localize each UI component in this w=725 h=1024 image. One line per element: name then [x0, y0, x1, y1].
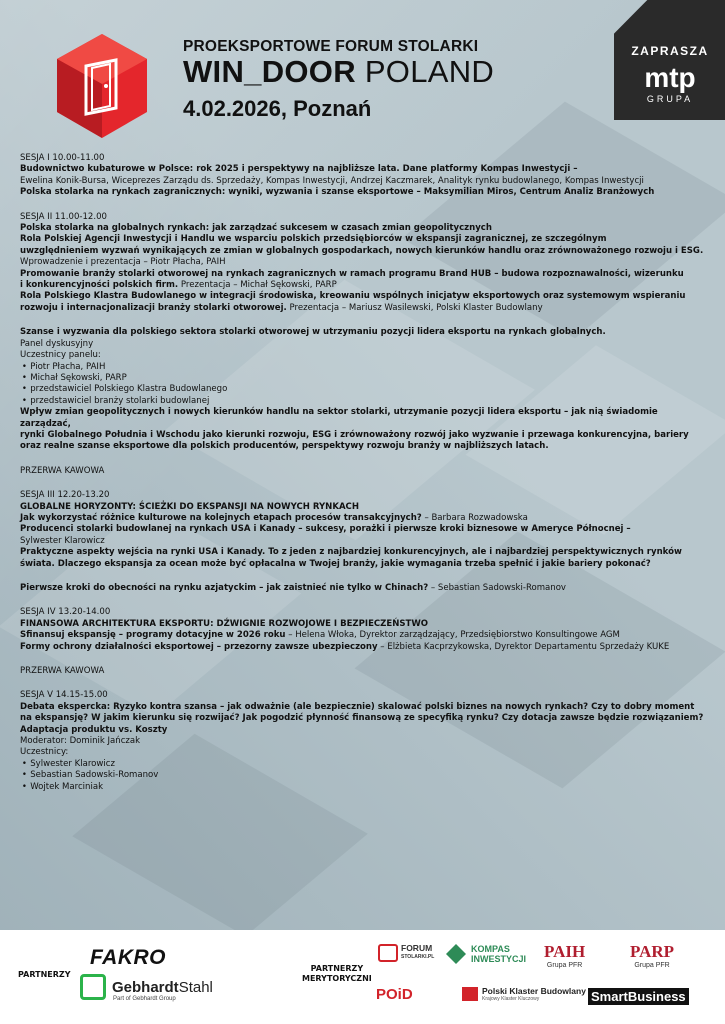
session-2-topic-3a: Promowanie branży stolarki otworowej na rynkach zagranicznych w ramach programu Brand HUB – budowa rozpoznawalności, wizerunku — [20, 267, 684, 279]
session-4-topic-1: Sfinansuj ekspansję – programy dotacyjne w 2026 roku – Helena Włoka, Dyrektor zarządzający, Przedsiębiorstwo Konsultingowe AGM — [20, 629, 620, 641]
list-item: • Sylwester Klarowicz — [22, 758, 710, 769]
session-2-label: SESJA II 11.00-12.00 — [20, 210, 107, 222]
session-2-topic-4b: rozwoju i internacjonalizacji branży stolarki otworowej. Prezentacja – Mariusz Wasilewski, Polski Klaster Budowlany — [20, 301, 543, 313]
session-5-label: SESJA V 14.15-15.00 — [20, 689, 108, 701]
session-2-topic-4a: Rola Polskiego Klastra Budowlanego w integracji środowiska, kreowaniu wspólnych inicjatyw eksportowych oraz systemowym wspieraniu — [20, 290, 686, 302]
session-3-speaker-2: Sylwester Klarowicz — [20, 534, 105, 546]
kompas-inwestycji-logo: KOMPAS INWESTYCJI — [446, 944, 526, 964]
session-5-topic-1c: Adaptacja produktu vs. Koszty — [20, 723, 168, 735]
session-3-topic-4: Pierwsze kroki do obecności na rynku azjatyckim – jak zaistnieć nie tylko w Chinach? – Sebastian Sadowski-Romanov — [20, 582, 566, 593]
session-4-heading: FINANSOWA ARCHITEKTURA EKSPORTU: DŹWIGNIE ROZWOJOWE I BEZPIECZEŃSTWO — [20, 617, 429, 629]
paih-logo: PAIH Grupa PFR — [544, 942, 586, 969]
building-icon — [462, 987, 478, 1001]
list-item: • Michał Sękowski, PARP — [22, 372, 710, 383]
event-header — [183, 38, 494, 122]
poid-logo: POiD — [376, 986, 413, 1003]
session-1-topic-2: Polska stolarka na rynkach zagranicznych: wyniki, wyzwania i szanse eksportowe – Maksymilian Miros, Centrum Analiz Branżowych — [20, 186, 655, 198]
speech-bubble-icon — [378, 944, 398, 962]
mtp-name: mtp — [644, 62, 696, 93]
coffee-break-2: PRZERWA KAWOWA — [20, 665, 105, 677]
event-title: WIN_DOOR POLAND — [183, 54, 495, 89]
panel-title: Szanse i wyzwania dla polskiego sektora stolarki otworowej w utrzymaniu pozycji lidera eksportu na rynkach globalnych. — [20, 326, 606, 338]
list-item: • Piotr Płacha, PAIH — [22, 361, 710, 372]
mtp-grupa: GRUPA — [646, 94, 694, 104]
session-2-topic-2a: Rola Polskiej Agencji Inwestycji i Handlu we wsparciu polskich przedsiębiorców w ekspansji zagranicznej, ze szczególnym — [20, 233, 607, 245]
smart-business-logo: SmartBusiness — [588, 988, 689, 1005]
session-5-topic-1b: na ekspansję? W jakim kierunku się rozwijać? Jak pogodzić płynność finansową ze specyfiką rynku? Czy dotacja zawsze będzie rozwiązaniem? — [20, 712, 704, 724]
program — [20, 152, 710, 792]
session-4-label: SESJA IV 13.20-14.00 — [20, 606, 111, 618]
session-2-topic-3b: i konkurencyjności polskich firm. Prezentacja – Michał Sękowski, PARP — [20, 279, 337, 291]
session-2-topic-1: Polska stolarka na globalnych rynkach: jak zarządzać sukcesem w czasach zmian geopolitycznych — [20, 222, 492, 234]
panel-description-b: rynki Globalnego Południa i Wschodu jako kierunki rozwoju, ESG i zrównoważony rozwój jako wyzwanie i przewaga konkurencyjna, bariery — [20, 428, 689, 440]
panel-participants — [22, 361, 710, 407]
event-date: 4.02.2026, Poznań — [183, 96, 372, 121]
session-1-topic-1: Budownictwo kubaturowe w Polsce: rok 2025 i perspektywy na najbliższe lata. Dane platformy Kompas Inwestycji – — [20, 163, 578, 175]
session-3-heading: GLOBALNE HORYZONTY: ŚCIEŻKI DO EKSPANSJI NA NOWYCH RYNKACH — [20, 500, 359, 512]
session-1-speakers-1: Ewelina Konik-Bursa, Wiceprezes Zarządu ds. Sprzedaży, Kompas Inwestycji, Andrzej Kaczmarek, Analityk rynku budowlanego, Kompas Inwestycji — [20, 174, 644, 186]
session-3-topic-1: Jak wykorzystać różnice kulturowe na kolejnych etapach procesów transakcyjnych? – Barbara Rozwadowska — [20, 511, 528, 523]
gebhardt-icon — [80, 974, 106, 1000]
coffee-break-1: PRZERWA KAWOWA — [20, 464, 105, 476]
partners-footer — [0, 930, 725, 1024]
partners-label: PARTNERZY — [18, 970, 71, 979]
list-item: • przedstawiciel Polskiego Klastra Budowlanego — [22, 383, 710, 394]
panel-type: Panel dyskusyjny — [20, 337, 94, 349]
session-5-topic-1a: Debata ekspercka: Ryzyko kontra szansa – jak odważnie (ale bezpiecznie) skalować polski biznes na nowych rynkach? Czy to dobry moment — [20, 700, 695, 712]
session-3-topic-3a: Praktyczne aspekty wejścia na rynki USA i Kanady. To z jeden z najbardziej konkurencyjnych, ale i najbardziej perspektywicznych rynków — [20, 546, 682, 558]
fakro-logo: FAKRO — [90, 946, 166, 969]
session-1-label: SESJA I 10.00-11.00 — [20, 152, 105, 163]
session-5-moderator: Moderator: Dominik Jańczak — [20, 735, 141, 747]
panel-description-a: Wpływ zmian geopolitycznych i nowych kierunków handlu na sektor stolarki, utrzymanie pozycji lidera eksportu – jak nią świadomie zarządzać, — [20, 406, 658, 429]
forum-stolarki-logo: FORUM STOLARKI.PL — [378, 944, 434, 962]
session-4-topic-2: Formy ochrony działalności eksportowej – przezorny zawsze ubezpieczony – Elżbieta Kacprzykowska, Dyrektor Departamentu Sprzedaży KUKE — [20, 640, 670, 652]
session-3-topic-2: Producenci stolarki budowlanej na rynkach USA i Kanady – sukcesy, porażki i pierwsze kroki biznesowe w Ameryce Północnej – — [20, 523, 631, 535]
session-3-label: SESJA III 12.20-13.20 — [20, 489, 110, 501]
event-subtitle: PROEKSPORTOWE FORUM STOLARKI — [183, 38, 479, 55]
session-5-participants-label: Uczestnicy: — [20, 746, 69, 758]
polski-klaster-budowlany-logo: Polski Klaster Budowlany Krajowy Klaster Kluczowy — [462, 986, 586, 1002]
panel-description-c: oraz realne szanse eksportowe dla polskich producentów, perspektywy rozwoju branży w najbliższych latach. — [20, 440, 549, 452]
session-5-participants — [22, 758, 710, 792]
session-2-topic-2b: uwzględnieniem wyzwań wynikających ze zmian w globalnych gospodarkach, nowych kierunków handlu oraz zrównoważonego rozwoju i ESG. — [20, 244, 704, 256]
session-2-speaker-2: Wprowadzenie i prezentacja – Piotr Płacha, PAIH — [20, 256, 226, 268]
gebhardt-stahl-logo: Gebhardt Stahl Part of Gebhardt Group — [80, 974, 213, 1000]
mtp-logo — [614, 0, 725, 120]
session-3-topic-3b: świata. Dlaczego ekspansja za ocean może być opłacalna w Twojej branży, jakie wymagania trzeba spełnić i jakie bariery pokonać? — [20, 557, 651, 569]
list-item: • Wojtek Marciniak — [22, 781, 710, 792]
win-door-cube-logo — [52, 32, 152, 142]
list-item: • przedstawiciel branży stolarki budowlanej — [22, 395, 710, 406]
panel-participants-label: Uczestnicy panelu: — [20, 349, 101, 361]
parp-logo: PARP Grupa PFR — [630, 942, 675, 969]
list-item: • Sebastian Sadowski-Romanov — [22, 769, 710, 780]
content-partners-label: PARTNERZY MERYTORYCZNI — [302, 964, 372, 983]
compass-icon — [446, 944, 466, 964]
mtp-zaprasza: ZAPRASZA — [631, 44, 709, 58]
